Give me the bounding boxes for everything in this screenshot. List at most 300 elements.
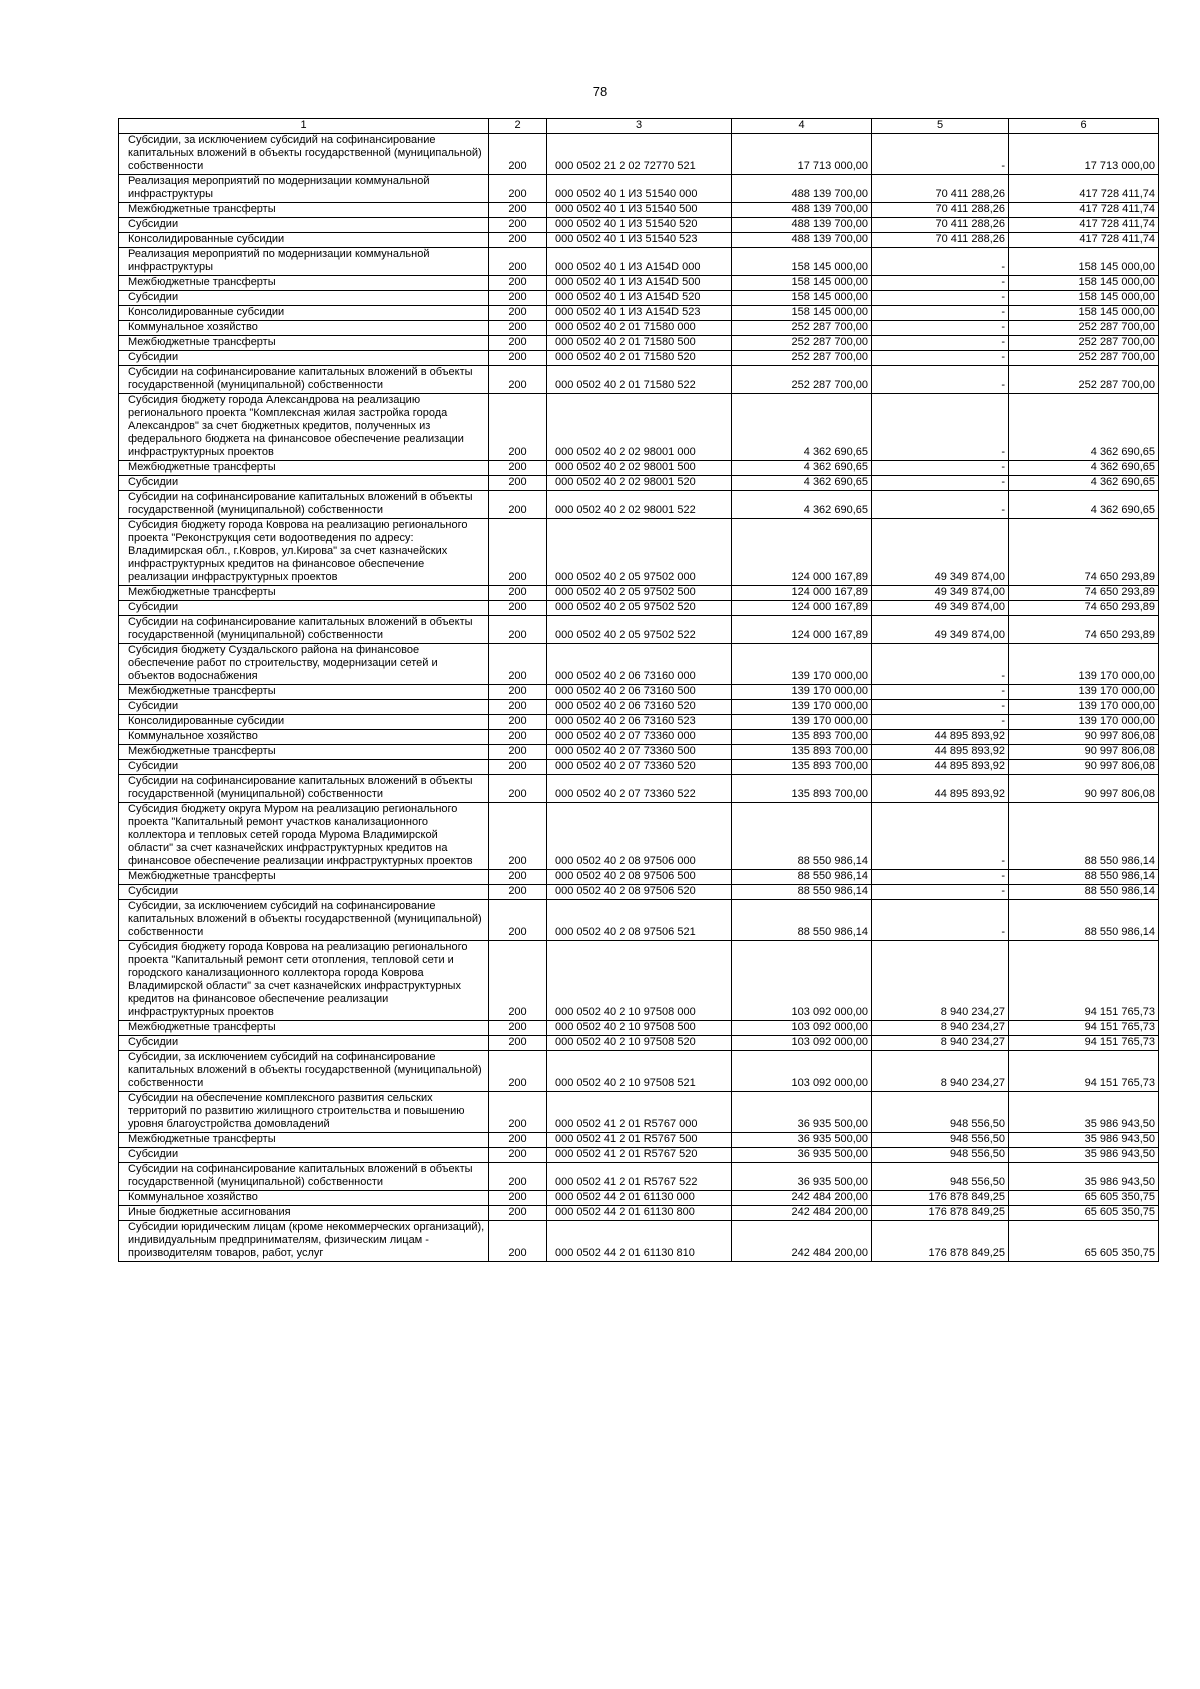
row-name-cell — [119, 885, 489, 900]
table-row — [119, 803, 1159, 870]
row-name-cell — [119, 1163, 489, 1191]
row-approved-cell: 36 935 500,00 — [732, 1133, 872, 1148]
column-header: 2 — [489, 119, 547, 134]
table-row — [119, 644, 1159, 685]
table-row — [119, 1021, 1159, 1036]
table-row — [119, 900, 1159, 941]
row-classification-cell: 000 0502 40 1 И3 51540 523 — [547, 233, 732, 248]
row-name-cell — [119, 685, 489, 700]
row-name-cell — [119, 203, 489, 218]
row-name-cell — [119, 760, 489, 775]
row-name-cell — [119, 745, 489, 760]
row-name-cell — [119, 1021, 489, 1036]
row-name-text: Межбюджетные трансферты — [128, 745, 276, 757]
row-approved-cell: 158 145 000,00 — [732, 291, 872, 306]
table-row — [119, 203, 1159, 218]
row-name-text: Субсидии — [128, 1148, 179, 1160]
row-name-cell — [119, 586, 489, 601]
row-classification-cell: 000 0502 40 2 01 71580 000 — [547, 321, 732, 336]
row-code-cell: 200 — [489, 760, 547, 775]
row-name-cell — [119, 321, 489, 336]
row-name-cell — [119, 700, 489, 715]
row-name-cell — [119, 175, 489, 203]
table-row — [119, 461, 1159, 476]
row-name-cell — [119, 366, 489, 394]
row-name-text: Консолидированные субсидии — [128, 306, 285, 318]
row-classification-cell: 000 0502 40 1 И3 51540 500 — [547, 203, 732, 218]
row-code-cell: 200 — [489, 1051, 547, 1092]
row-name-text: Межбюджетные трансферты — [128, 586, 276, 598]
row-executed-cell: 49 349 874,00 — [872, 519, 1009, 586]
row-name-text: Субсидии — [128, 218, 179, 230]
row-approved-cell: 135 893 700,00 — [732, 760, 872, 775]
row-name-text: Субсидии — [128, 476, 179, 488]
row-name-text: Межбюджетные трансферты — [128, 336, 276, 348]
row-executed-cell: - — [872, 803, 1009, 870]
table-row — [119, 730, 1159, 745]
row-name-text: Субсидии — [128, 291, 179, 303]
table-row — [119, 476, 1159, 491]
row-code-cell: 200 — [489, 730, 547, 745]
row-classification-cell: 000 0502 40 1 И3 А154D 000 — [547, 248, 732, 276]
row-name-text: Консолидированные субсидии — [128, 715, 285, 727]
row-remaining-cell: 90 997 806,08 — [1009, 760, 1159, 775]
row-approved-cell: 135 893 700,00 — [732, 775, 872, 803]
row-executed-cell: - — [872, 476, 1009, 491]
row-classification-cell: 000 0502 40 2 10 97508 500 — [547, 1021, 732, 1036]
row-executed-cell: 948 556,50 — [872, 1133, 1009, 1148]
row-classification-cell: 000 0502 41 2 01 R5767 500 — [547, 1133, 732, 1148]
row-executed-cell: 44 895 893,92 — [872, 730, 1009, 745]
row-remaining-cell: 139 170 000,00 — [1009, 715, 1159, 730]
column-header: 1 — [119, 119, 489, 134]
row-name-cell — [119, 1133, 489, 1148]
row-executed-cell: 70 411 288,26 — [872, 218, 1009, 233]
row-name-text: Субсидии — [128, 700, 179, 712]
row-name-text: Субсидии — [128, 601, 179, 613]
row-classification-cell: 000 0502 40 2 06 73160 520 — [547, 700, 732, 715]
row-remaining-cell: 252 287 700,00 — [1009, 321, 1159, 336]
row-remaining-cell: 88 550 986,14 — [1009, 900, 1159, 941]
row-code-cell: 200 — [489, 700, 547, 715]
row-name-cell — [119, 1148, 489, 1163]
row-remaining-cell: 74 650 293,89 — [1009, 601, 1159, 616]
row-executed-cell: - — [872, 134, 1009, 175]
row-remaining-cell: 65 605 350,75 — [1009, 1206, 1159, 1221]
row-name-cell — [119, 476, 489, 491]
row-name-text: Субсидии, за исключением субсидий на софинансирование капитальных вложений в объекты государственной (муниципальной) собственности — [128, 134, 482, 172]
row-approved-cell: 488 139 700,00 — [732, 233, 872, 248]
row-code-cell: 200 — [489, 1206, 547, 1221]
row-approved-cell: 88 550 986,14 — [732, 803, 872, 870]
row-code-cell: 200 — [489, 306, 547, 321]
row-remaining-cell: 17 713 000,00 — [1009, 134, 1159, 175]
row-remaining-cell: 90 997 806,08 — [1009, 730, 1159, 745]
row-code-cell: 200 — [489, 870, 547, 885]
table-row — [119, 233, 1159, 248]
row-remaining-cell: 74 650 293,89 — [1009, 519, 1159, 586]
row-classification-cell: 000 0502 40 2 07 73360 520 — [547, 760, 732, 775]
row-approved-cell: 252 287 700,00 — [732, 321, 872, 336]
row-code-cell: 200 — [489, 1036, 547, 1051]
row-code-cell: 200 — [489, 644, 547, 685]
row-name-cell — [119, 715, 489, 730]
row-name-cell — [119, 291, 489, 306]
table-row — [119, 616, 1159, 644]
row-name-text: Межбюджетные трансферты — [128, 1021, 276, 1033]
row-approved-cell: 124 000 167,89 — [732, 519, 872, 586]
row-approved-cell: 124 000 167,89 — [732, 586, 872, 601]
row-approved-cell: 488 139 700,00 — [732, 218, 872, 233]
table-row — [119, 394, 1159, 461]
table-row — [119, 491, 1159, 519]
row-code-cell: 200 — [489, 366, 547, 394]
row-classification-cell: 000 0502 40 2 05 97502 000 — [547, 519, 732, 586]
row-classification-cell: 000 0502 40 2 01 71580 520 — [547, 351, 732, 366]
row-name-text: Субсидии на софинансирование капитальных вложений в объекты государственной (муниципальной) собственности — [128, 616, 473, 641]
row-executed-cell: - — [872, 900, 1009, 941]
row-classification-cell: 000 0502 40 2 02 98001 522 — [547, 491, 732, 519]
row-approved-cell: 139 170 000,00 — [732, 685, 872, 700]
row-name-cell — [119, 803, 489, 870]
row-name-text: Субсидии юридическим лицам (кроме некоммерческих организаций), индивидуальным предпринимателям, физическим лицам - производителям товаров, работ, услуг — [128, 1221, 485, 1259]
row-classification-cell: 000 0502 40 2 02 98001 000 — [547, 394, 732, 461]
row-remaining-cell: 90 997 806,08 — [1009, 745, 1159, 760]
row-code-cell: 200 — [489, 218, 547, 233]
row-classification-cell: 000 0502 40 2 08 97506 521 — [547, 900, 732, 941]
row-approved-cell: 36 935 500,00 — [732, 1148, 872, 1163]
row-approved-cell: 488 139 700,00 — [732, 175, 872, 203]
row-code-cell: 200 — [489, 616, 547, 644]
row-classification-cell: 000 0502 40 1 И3 А154D 500 — [547, 276, 732, 291]
row-classification-cell: 000 0502 40 2 10 97508 520 — [547, 1036, 732, 1051]
table-row — [119, 218, 1159, 233]
row-approved-cell: 242 484 200,00 — [732, 1191, 872, 1206]
row-classification-cell: 000 0502 40 2 05 97502 522 — [547, 616, 732, 644]
table-row — [119, 941, 1159, 1021]
column-header: 3 — [547, 119, 732, 134]
row-code-cell: 200 — [489, 1221, 547, 1262]
table-row — [119, 1206, 1159, 1221]
table-row — [119, 601, 1159, 616]
row-name-text: Коммунальное хозяйство — [128, 730, 258, 742]
row-name-text: Субсидия бюджету Суздальского района на финансовое обеспечение работ по строительству, модернизации сетей и объектов водоснабжения — [128, 644, 438, 682]
row-name-text: Субсидии на софинансирование капитальных вложений в объекты государственной (муниципальной) собственности — [128, 775, 473, 800]
row-executed-cell: 948 556,50 — [872, 1148, 1009, 1163]
row-name-text: Межбюджетные трансферты — [128, 203, 276, 215]
row-name-cell — [119, 461, 489, 476]
row-remaining-cell: 158 145 000,00 — [1009, 306, 1159, 321]
row-name-text: Субсидии на обеспечение комплексного развития сельских территорий по развитию жилищного строительства и повышению уровня благоустройства домовладений — [128, 1092, 465, 1130]
row-name-text: Субсидии — [128, 351, 179, 363]
row-name-text: Межбюджетные трансферты — [128, 461, 276, 473]
row-approved-cell: 103 092 000,00 — [732, 941, 872, 1021]
row-name-cell — [119, 1036, 489, 1051]
row-classification-cell: 000 0502 40 2 07 73360 500 — [547, 745, 732, 760]
row-code-cell: 200 — [489, 461, 547, 476]
row-name-cell — [119, 336, 489, 351]
row-name-text: Субсидия бюджету округа Муром на реализацию регионального проекта "Капитальный ремонт участков канализационного коллектора и тепловых сетей города Мурома Владимирской области" за счет казначейских инфраструктурных кредитов на финансовое обеспечение реализации инфраструктурных проектов — [128, 803, 473, 867]
row-approved-cell: 488 139 700,00 — [732, 203, 872, 218]
row-name-text: Субсидии, за исключением субсидий на софинансирование капитальных вложений в объекты государственной (муниципальной) собственности — [128, 1051, 482, 1089]
row-classification-cell: 000 0502 40 2 05 97502 520 — [547, 601, 732, 616]
row-remaining-cell: 139 170 000,00 — [1009, 700, 1159, 715]
row-classification-cell: 000 0502 40 2 01 71580 500 — [547, 336, 732, 351]
row-name-cell — [119, 1191, 489, 1206]
column-header: 4 — [732, 119, 872, 134]
row-approved-cell: 36 935 500,00 — [732, 1163, 872, 1191]
row-approved-cell: 242 484 200,00 — [732, 1206, 872, 1221]
row-approved-cell: 4 362 690,65 — [732, 491, 872, 519]
row-executed-cell: - — [872, 366, 1009, 394]
row-remaining-cell: 35 986 943,50 — [1009, 1133, 1159, 1148]
row-executed-cell: 948 556,50 — [872, 1092, 1009, 1133]
row-name-cell — [119, 900, 489, 941]
page-number: 78 — [592, 84, 608, 99]
row-approved-cell: 139 170 000,00 — [732, 700, 872, 715]
row-name-cell — [119, 1051, 489, 1092]
row-code-cell: 200 — [489, 885, 547, 900]
table-row — [119, 175, 1159, 203]
row-name-text: Субсидии — [128, 885, 179, 897]
row-approved-cell: 158 145 000,00 — [732, 248, 872, 276]
row-classification-cell: 000 0502 40 1 И3 51540 520 — [547, 218, 732, 233]
row-name-text: Субсидии, за исключением субсидий на софинансирование капитальных вложений в объекты государственной (муниципальной) собственности — [128, 900, 482, 938]
row-approved-cell: 252 287 700,00 — [732, 366, 872, 394]
row-name-text: Межбюджетные трансферты — [128, 685, 276, 697]
row-code-cell: 200 — [489, 1163, 547, 1191]
row-name-cell — [119, 248, 489, 276]
row-executed-cell: 8 940 234,27 — [872, 1021, 1009, 1036]
row-remaining-cell: 417 728 411,74 — [1009, 175, 1159, 203]
row-approved-cell: 139 170 000,00 — [732, 715, 872, 730]
row-executed-cell: 176 878 849,25 — [872, 1206, 1009, 1221]
row-name-cell — [119, 870, 489, 885]
row-classification-cell: 000 0502 44 2 01 61130 810 — [547, 1221, 732, 1262]
row-code-cell: 200 — [489, 336, 547, 351]
row-executed-cell: 70 411 288,26 — [872, 175, 1009, 203]
table-row — [119, 276, 1159, 291]
row-name-text: Субсидия бюджету города Коврова на реализацию регионального проекта "Капитальный ремонт сети отопления, тепловой сети и городского канализационного коллектора города Коврова Владимирской области" за счет казначейских инфраструктурных кредитов на финансовое обеспечение реализации инфраструктурных проектов — [128, 941, 468, 1018]
table-row — [119, 586, 1159, 601]
row-remaining-cell: 35 986 943,50 — [1009, 1092, 1159, 1133]
row-classification-cell: 000 0502 44 2 01 61130 000 — [547, 1191, 732, 1206]
row-code-cell: 200 — [489, 941, 547, 1021]
row-name-cell — [119, 601, 489, 616]
row-classification-cell: 000 0502 40 2 06 73160 000 — [547, 644, 732, 685]
row-name-cell — [119, 233, 489, 248]
row-executed-cell: 8 940 234,27 — [872, 941, 1009, 1021]
row-approved-cell: 252 287 700,00 — [732, 336, 872, 351]
row-approved-cell: 103 092 000,00 — [732, 1051, 872, 1092]
row-remaining-cell: 94 151 765,73 — [1009, 941, 1159, 1021]
row-executed-cell: - — [872, 644, 1009, 685]
row-classification-cell: 000 0502 40 2 06 73160 500 — [547, 685, 732, 700]
row-name-cell — [119, 306, 489, 321]
row-executed-cell: - — [872, 351, 1009, 366]
row-approved-cell: 88 550 986,14 — [732, 870, 872, 885]
row-remaining-cell: 417 728 411,74 — [1009, 233, 1159, 248]
row-classification-cell: 000 0502 40 2 08 97506 000 — [547, 803, 732, 870]
row-classification-cell: 000 0502 40 1 И3 А154D 523 — [547, 306, 732, 321]
row-executed-cell: 8 940 234,27 — [872, 1051, 1009, 1092]
row-name-cell — [119, 941, 489, 1021]
row-code-cell: 200 — [489, 134, 547, 175]
table-body — [119, 119, 1159, 1262]
row-remaining-cell: 252 287 700,00 — [1009, 351, 1159, 366]
row-name-text: Субсидии на софинансирование капитальных вложений в объекты государственной (муниципальной) собственности — [128, 491, 473, 516]
row-code-cell: 200 — [489, 1133, 547, 1148]
row-approved-cell: 88 550 986,14 — [732, 885, 872, 900]
row-approved-cell: 158 145 000,00 — [732, 276, 872, 291]
row-name-text: Консолидированные субсидии — [128, 233, 285, 245]
table-row — [119, 745, 1159, 760]
row-executed-cell: 49 349 874,00 — [872, 601, 1009, 616]
row-executed-cell: - — [872, 491, 1009, 519]
row-code-cell: 200 — [489, 745, 547, 760]
row-executed-cell: - — [872, 306, 1009, 321]
row-approved-cell: 242 484 200,00 — [732, 1221, 872, 1262]
row-name-text: Субсидии — [128, 760, 179, 772]
column-header: 6 — [1009, 119, 1159, 134]
row-classification-cell: 000 0502 40 2 07 73360 000 — [547, 730, 732, 745]
row-executed-cell: - — [872, 321, 1009, 336]
row-executed-cell: 948 556,50 — [872, 1163, 1009, 1191]
row-name-cell — [119, 775, 489, 803]
table-row — [119, 700, 1159, 715]
row-remaining-cell: 252 287 700,00 — [1009, 336, 1159, 351]
row-executed-cell: - — [872, 715, 1009, 730]
row-approved-cell: 17 713 000,00 — [732, 134, 872, 175]
row-classification-cell: 000 0502 40 2 10 97508 000 — [547, 941, 732, 1021]
row-name-text: Субсидии — [128, 1036, 179, 1048]
row-executed-cell: 44 895 893,92 — [872, 775, 1009, 803]
row-code-cell: 200 — [489, 248, 547, 276]
table-row — [119, 1036, 1159, 1051]
row-approved-cell: 139 170 000,00 — [732, 644, 872, 685]
row-name-cell — [119, 276, 489, 291]
row-approved-cell: 103 092 000,00 — [732, 1036, 872, 1051]
row-approved-cell: 124 000 167,89 — [732, 601, 872, 616]
row-code-cell: 200 — [489, 1021, 547, 1036]
row-classification-cell: 000 0502 40 2 01 71580 522 — [547, 366, 732, 394]
table-row — [119, 1163, 1159, 1191]
row-remaining-cell: 417 728 411,74 — [1009, 218, 1159, 233]
row-executed-cell: 44 895 893,92 — [872, 760, 1009, 775]
row-code-cell: 200 — [489, 1148, 547, 1163]
row-name-cell — [119, 1206, 489, 1221]
row-code-cell: 200 — [489, 276, 547, 291]
row-code-cell: 200 — [489, 586, 547, 601]
row-name-text: Иные бюджетные ассигнования — [128, 1206, 291, 1218]
budget-execution-table — [118, 118, 1159, 1262]
row-remaining-cell: 158 145 000,00 — [1009, 276, 1159, 291]
row-code-cell: 200 — [489, 775, 547, 803]
row-name-cell — [119, 218, 489, 233]
row-code-cell: 200 — [489, 291, 547, 306]
row-classification-cell: 000 0502 21 2 02 72770 521 — [547, 134, 732, 175]
table-row — [119, 519, 1159, 586]
row-classification-cell: 000 0502 44 2 01 61130 800 — [547, 1206, 732, 1221]
row-code-cell: 200 — [489, 1191, 547, 1206]
row-name-cell — [119, 644, 489, 685]
row-classification-cell: 000 0502 40 2 07 73360 522 — [547, 775, 732, 803]
row-code-cell: 200 — [489, 351, 547, 366]
row-remaining-cell: 4 362 690,65 — [1009, 476, 1159, 491]
row-remaining-cell: 94 151 765,73 — [1009, 1051, 1159, 1092]
row-remaining-cell: 4 362 690,65 — [1009, 394, 1159, 461]
row-name-text: Межбюджетные трансферты — [128, 870, 276, 882]
row-executed-cell: 49 349 874,00 — [872, 586, 1009, 601]
row-approved-cell: 124 000 167,89 — [732, 616, 872, 644]
table-row — [119, 1148, 1159, 1163]
table-row — [119, 885, 1159, 900]
row-executed-cell: - — [872, 885, 1009, 900]
row-approved-cell: 103 092 000,00 — [732, 1021, 872, 1036]
row-executed-cell: 176 878 849,25 — [872, 1221, 1009, 1262]
row-executed-cell: 70 411 288,26 — [872, 233, 1009, 248]
table-row — [119, 685, 1159, 700]
row-code-cell: 200 — [489, 900, 547, 941]
row-classification-cell: 000 0502 40 2 02 98001 520 — [547, 476, 732, 491]
row-name-text: Реализация мероприятий по модернизации коммунальной инфраструктуры — [128, 248, 430, 273]
row-code-cell: 200 — [489, 1092, 547, 1133]
row-name-cell — [119, 730, 489, 745]
row-remaining-cell: 88 550 986,14 — [1009, 885, 1159, 900]
row-code-cell: 200 — [489, 601, 547, 616]
row-remaining-cell: 65 605 350,75 — [1009, 1221, 1159, 1262]
row-name-cell — [119, 394, 489, 461]
row-executed-cell: - — [872, 870, 1009, 885]
row-name-text: Субсидия бюджету города Александрова на реализацию регионального проекта "Комплексная жилая застройка города Александров" за счет бюджетных кредитов, полученных из федерального бюджета на финансовое обеспечение реализации инфраструктурных проектов — [128, 394, 464, 458]
row-name-text: Коммунальное хозяйство — [128, 321, 258, 333]
row-classification-cell: 000 0502 40 2 05 97502 500 — [547, 586, 732, 601]
row-name-cell — [119, 616, 489, 644]
row-remaining-cell: 88 550 986,14 — [1009, 870, 1159, 885]
row-executed-cell: 176 878 849,25 — [872, 1191, 1009, 1206]
row-classification-cell: 000 0502 40 2 06 73160 523 — [547, 715, 732, 730]
table-row — [119, 321, 1159, 336]
row-approved-cell: 135 893 700,00 — [732, 745, 872, 760]
row-executed-cell: - — [872, 336, 1009, 351]
row-executed-cell: - — [872, 700, 1009, 715]
row-approved-cell: 88 550 986,14 — [732, 900, 872, 941]
table-row — [119, 1191, 1159, 1206]
row-remaining-cell: 65 605 350,75 — [1009, 1191, 1159, 1206]
row-remaining-cell: 35 986 943,50 — [1009, 1148, 1159, 1163]
row-classification-cell: 000 0502 40 2 08 97506 520 — [547, 885, 732, 900]
row-code-cell: 200 — [489, 685, 547, 700]
row-code-cell: 200 — [489, 175, 547, 203]
row-approved-cell: 4 362 690,65 — [732, 394, 872, 461]
row-name-cell — [119, 134, 489, 175]
row-code-cell: 200 — [489, 203, 547, 218]
row-executed-cell: - — [872, 248, 1009, 276]
row-remaining-cell: 90 997 806,08 — [1009, 775, 1159, 803]
row-code-cell: 200 — [489, 321, 547, 336]
row-name-text: Субсидии на софинансирование капитальных вложений в объекты государственной (муниципальной) собственности — [128, 366, 473, 391]
row-approved-cell: 158 145 000,00 — [732, 306, 872, 321]
row-name-cell — [119, 1092, 489, 1133]
table-row — [119, 248, 1159, 276]
row-classification-cell: 000 0502 41 2 01 R5767 000 — [547, 1092, 732, 1133]
row-name-cell — [119, 1221, 489, 1262]
row-remaining-cell: 94 151 765,73 — [1009, 1021, 1159, 1036]
row-code-cell: 200 — [489, 715, 547, 730]
row-name-text: Субсидии на софинансирование капитальных вложений в объекты государственной (муниципальной) собственности — [128, 1163, 473, 1188]
row-executed-cell: 49 349 874,00 — [872, 616, 1009, 644]
row-classification-cell: 000 0502 41 2 01 R5767 522 — [547, 1163, 732, 1191]
